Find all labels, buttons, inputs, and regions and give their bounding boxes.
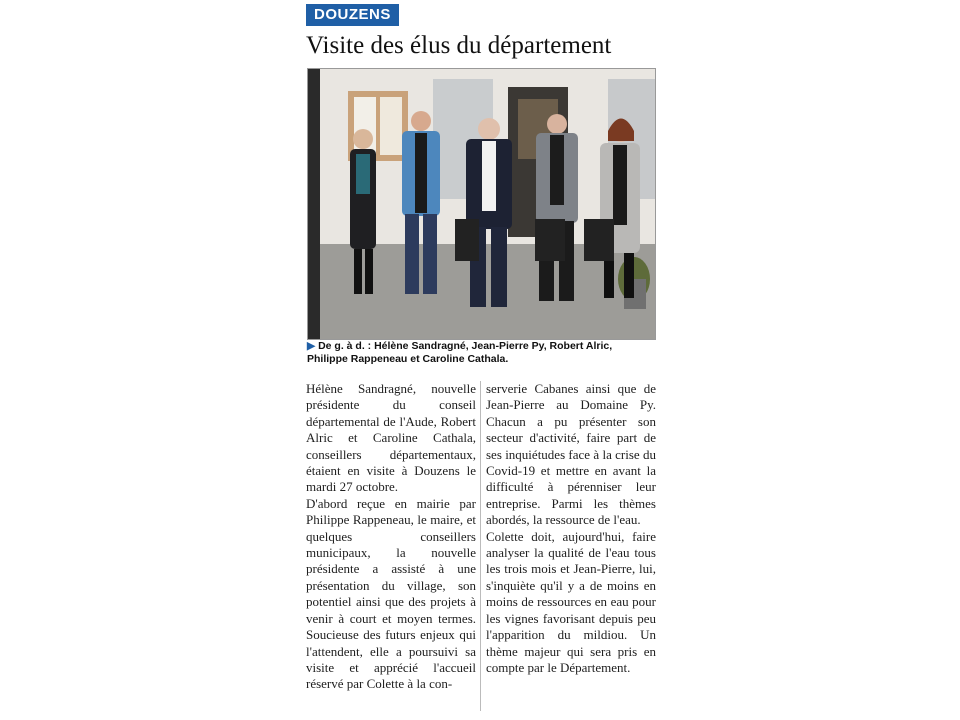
column-divider bbox=[480, 381, 481, 711]
article-headline: Visite des élus du département bbox=[306, 32, 612, 59]
section-tag: DOUZENS bbox=[306, 4, 399, 26]
article-paragraph: Hélène Sandragné, nouvelle présidente du conseil départemental de l'Aude, Robert Alric et Caroline Cathala, conseillers départementaux, étaient en visite à Douzens le mardi 27 octobre. bbox=[306, 381, 476, 495]
article-column-2 bbox=[486, 381, 656, 676]
article-paragraph: serverie Cabanes ainsi que de Jean-Pierre au Domaine Py. Chacun a pu présenter son secteur d'activité, faire part de ses inquiétudes face à la crise du Covid-19 et mettre en avant la difficulté à pérenniser leur entreprise. Parmi les thèmes abordés, la ressource de l'eau. bbox=[486, 381, 656, 528]
article-paragraph: D'abord reçue en mairie par Philippe Rappeneau, le maire, et quelques conseillers municipaux, la nouvelle présidente a assisté à une présentation du village, son potentiel ainsi que des projets à venir à court et moyen termes. Soucieuse des futurs enjeux qui l'attendent, elle a poursuivi sa visite et apprécié l'accueil réservé par Colette à la con- bbox=[306, 495, 476, 692]
article-paragraph: Colette doit, aujourd'hui, faire analyser la qualité de l'eau tous les trois mois et Jean-Pierre, lui, s'inquiète qu'il y a de moins en moins de ressources en eau pour les vignes favorisant depuis peu l'apparition du mildiou. Un thème majeur qui sera pris en compte par le Département. bbox=[486, 528, 656, 675]
photo-caption bbox=[307, 340, 652, 366]
group-photo-image bbox=[308, 69, 655, 339]
article-column-1 bbox=[306, 381, 476, 693]
caption-marker-icon: ▶ bbox=[307, 340, 316, 352]
caption-lead: De g. à d. : bbox=[318, 340, 372, 352]
article-photo bbox=[307, 68, 656, 340]
caption-text: Hélène Sandragné, Jean-Pierre Py, Robert Alric, Philippe Rappeneau et Caroline Cathala. bbox=[307, 340, 613, 365]
